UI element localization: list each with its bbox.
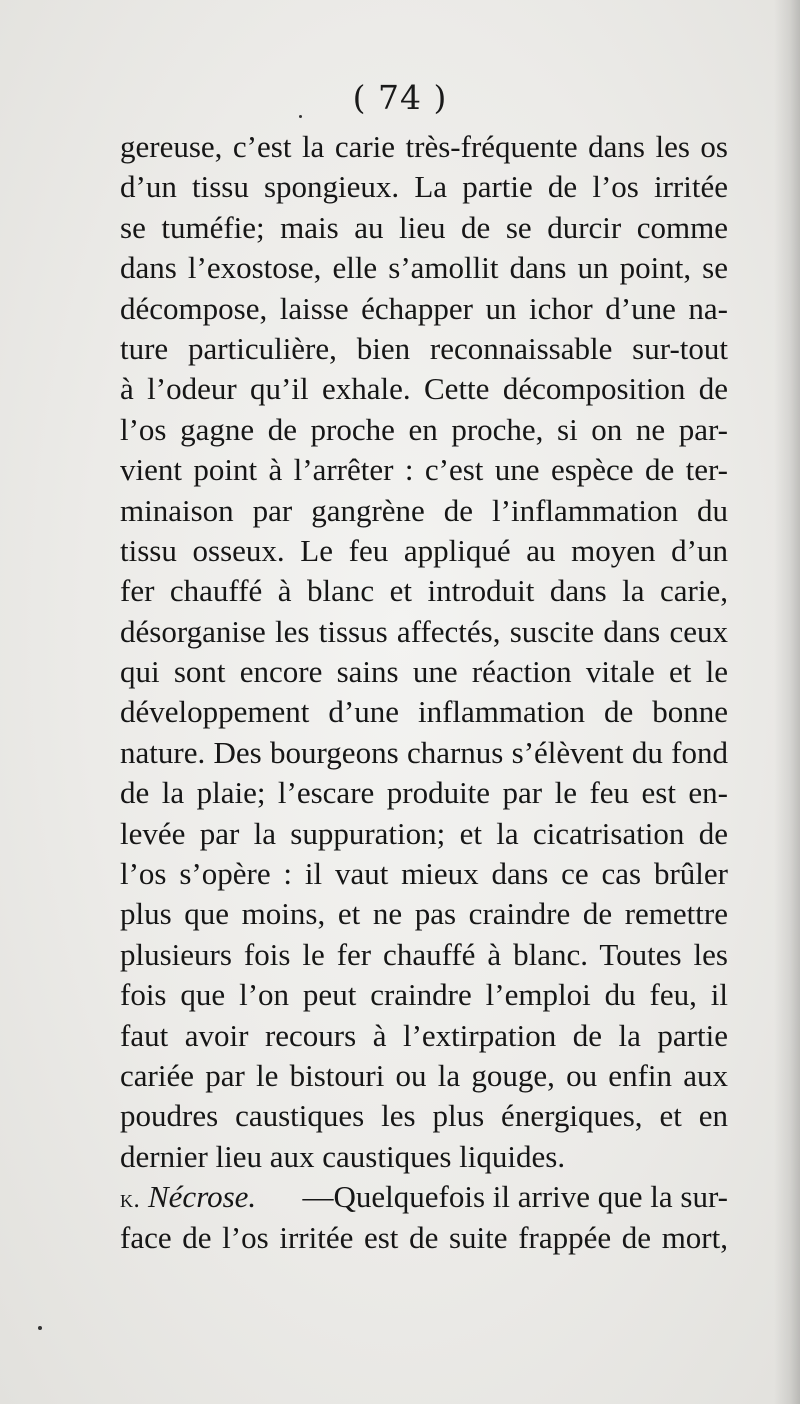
text-line: se tuméfie; mais au lieu de se durcir comme <box>120 209 728 245</box>
text-line: d’un tissu spongieux. La partie de l’os irritée <box>120 169 728 205</box>
text-line: fois que l’on peut craindre l’emploi du feu, il <box>120 977 728 1013</box>
text-line: poudres caustiques les plus énergiques, et en <box>120 1098 728 1134</box>
text-line: fer chauffé à blanc et introduit dans la carie, <box>120 573 728 609</box>
text-line: nature. Des bourgeons charnus s’élèvent du fond <box>120 734 728 770</box>
text-line: gereuse, c’est la carie très-fréquente dans les os <box>120 129 728 164</box>
text-line: cariée par le bistouri ou la gouge, ou enfin aux <box>120 1057 728 1093</box>
ink-speck <box>299 115 302 118</box>
text-line: désorganise les tissus affectés, suscite dans ceux <box>120 613 728 649</box>
page-number: ( 74 ) <box>352 78 448 117</box>
text-line: l’os s’opère : il vaut mieux dans ce cas brûler <box>120 856 728 892</box>
page-gutter-shadow <box>774 0 800 1404</box>
text-line: à l’odeur qu’il exhale. Cette décomposition de <box>120 371 728 407</box>
text-line: tissu osseux. Le feu appliqué au moyen d’un <box>120 532 728 568</box>
text-line: décompose, laisse échapper un ichor d’une na- <box>120 290 728 326</box>
text-line: de la plaie; l’escare produite par le feu est en- <box>120 775 728 811</box>
text-line: plus que moins, et ne pas craindre de remettre <box>120 896 728 932</box>
text-line: vient point à l’arrêter : c’est une espèce de ter- <box>120 452 728 488</box>
section-first-line: —Quelquefois il arrive que la sur- <box>302 1179 728 1215</box>
section-letter: k. <box>120 1186 141 1214</box>
text-line: développement d’une inflammation de bonne <box>120 694 728 730</box>
section-heading-line <box>120 1177 728 1217</box>
ink-speck <box>38 1326 42 1330</box>
section-heading <box>120 1177 256 1220</box>
text-line: face de l’os irritée est de suite frappée de mort, <box>120 1219 728 1255</box>
text-line: minaison par gangrène de l’inflammation du <box>120 492 728 528</box>
text-line: qui sont encore sains une réaction vitale et le <box>120 654 728 690</box>
text-line: plusieurs fois le fer chauffé à blanc. Toutes les <box>120 936 728 972</box>
text-line: dans l’exostose, elle s’amollit dans un point, se <box>120 250 728 286</box>
body-text <box>120 127 728 1258</box>
text-line: l’os gagne de proche en proche, si on ne par- <box>120 411 728 447</box>
section-title: Nécrose. <box>148 1179 257 1215</box>
text-line: ture particulière, bien reconnaissable sur-tout <box>120 330 728 366</box>
text-line: levée par la suppuration; et la cicatrisation de <box>120 815 728 851</box>
text-line: faut avoir recours à l’extirpation de la partie <box>120 1017 728 1053</box>
text-line-paragraph-end: dernier lieu aux caustiques liquides. <box>120 1138 566 1174</box>
